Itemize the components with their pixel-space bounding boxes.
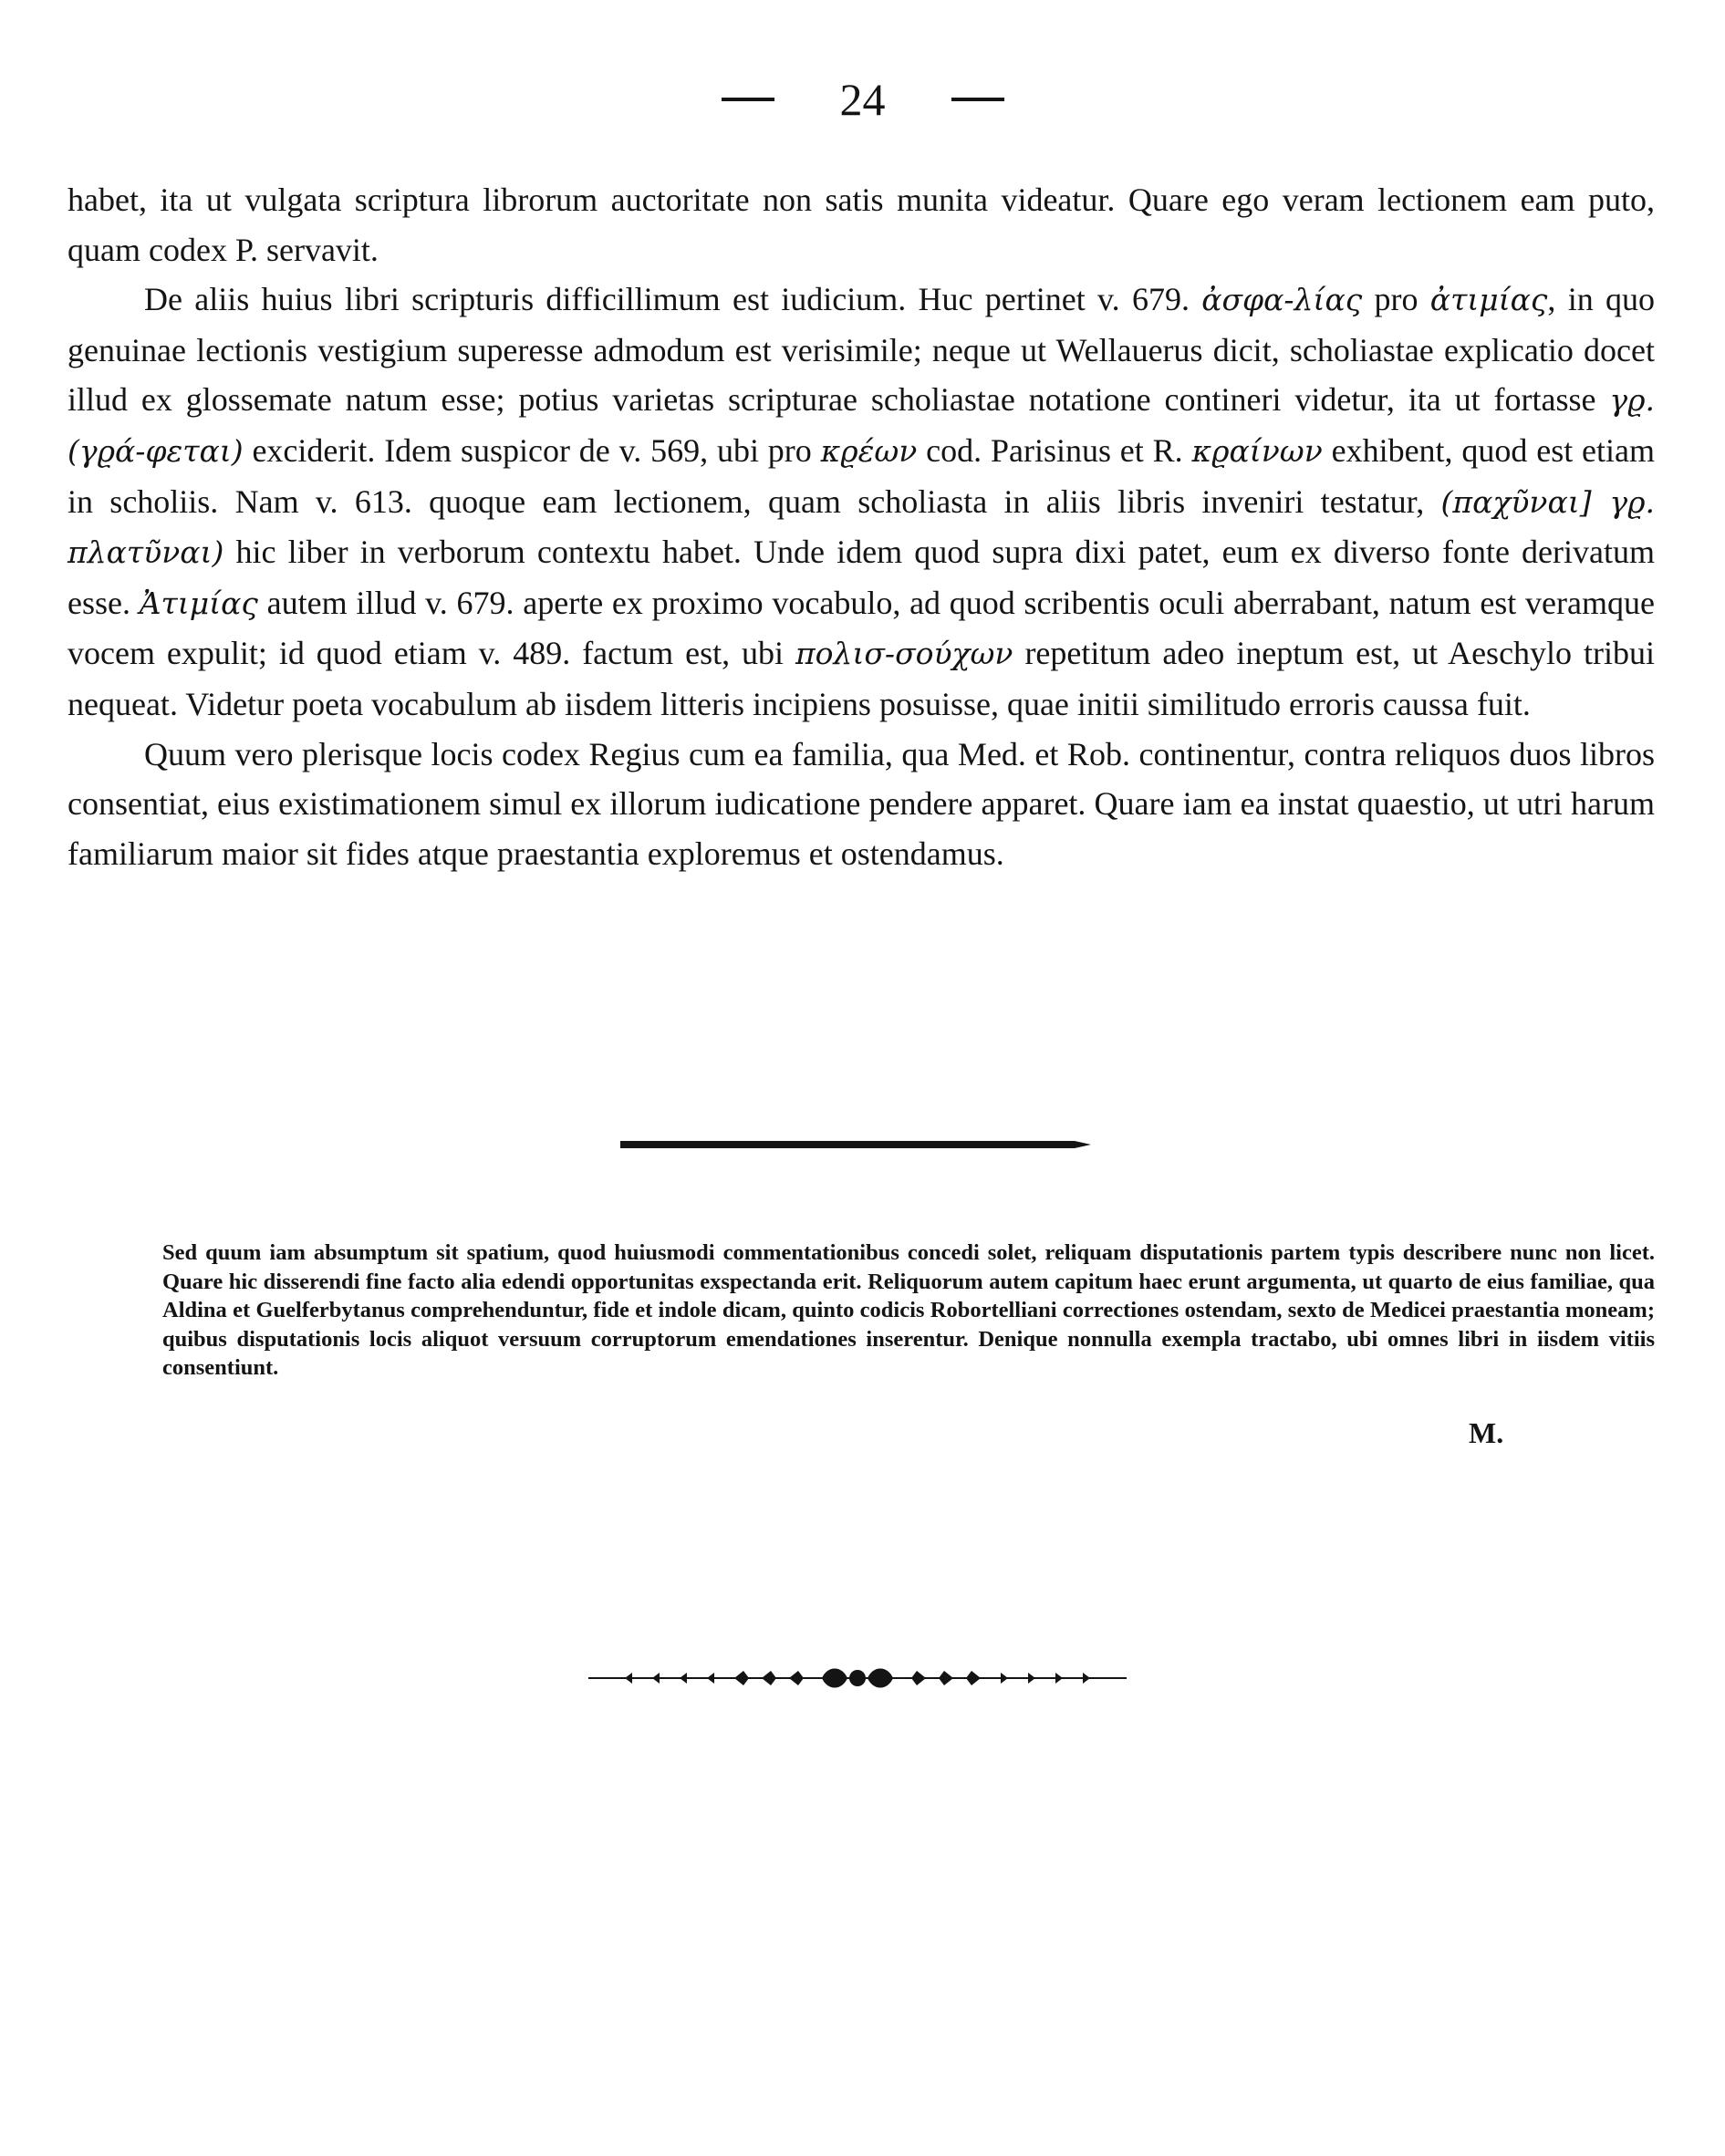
greek-term: (παχῦναι] γϱ. πλατῦναι) (68, 483, 1656, 571)
ornament-divider-icon (588, 1658, 1127, 1698)
greek-term: ἀτιμίας (1429, 282, 1548, 318)
footnote-text: Sed quum iam absumptum sit spatium, quod huiusmodi commentationibus concedi solet, reliquam disputationis partem typis describere nunc non licet. Quare hic disserendi fine facto alia edendi opportunitas exspectanda erit. Reliquorum autem capitum haec erunt argumenta, ut quarto de eius familiae, qua Aldina et Guelferbytanus comprehenduntur, fide et indole dicam, quinto codicis Robortelliani correctiones ostendam, sexto de Medicei praestantia moneam; quibus disputationis locis aliquot versuum corruptorum emendationes inserentur. Denique nonnulla exempla tractabo, ubi omnes libri in iisdem vitiis consentiunt. (162, 1240, 1655, 1380)
author-signature: M. (1469, 1416, 1504, 1449)
greek-term: γϱ. (γϱά-φεται) (68, 382, 1655, 469)
text-run: cod. Parisinus et R. (917, 431, 1192, 469)
text-run: Quum vero plerisque locis codex Regius cum ea familia, qua Med. et Rob. continentur, contra reliquos duos libros consentiat, eius existimationem simul ex illorum iudicatione pendere apparet. Quare iam ea instat quaestio, ut utri harum familiarum maior sit fides atque praestantia exploremus et ostendamus. (68, 735, 1655, 872)
greek-term: ἀσφα-λίας (1201, 282, 1363, 318)
text-run: habet, ita ut vulgata scriptura librorum auctoritate non satis munita videatur. Quare ego veram lectionem eam puto, quam codex P. servavit. (68, 181, 1655, 268)
header-dash-right (951, 98, 1004, 101)
greek-term: κϱαίνων (1191, 432, 1323, 469)
text-run: De aliis huius libri scripturis difficillimum est iudicium. Huc pertinet v. 679. (144, 281, 1202, 318)
text-run: , in quo genuinae lectionis vestigium superesse admodum est verisimile; neque ut Wellauerus dicit, scholiastae explicatio docet illud ex glossemate natum esse; potius varietas scripturae scholiastae notatione contineri videtur, ita ut fortasse (68, 281, 1655, 419)
greek-term: κϱέων (820, 432, 918, 469)
text-run: repetitum adeo ineptum est, ut Aeschylo tribui nequeat. Videtur poeta vocabulum ab iisdem litteris incipiens posuisse, quae initii similitudo erroris caussa fuit. (68, 635, 1655, 722)
page-header (0, 73, 1725, 126)
text-run: autem illud v. 679. aperte ex proximo vocabulo, ad quod scribentis oculi aberrabant, natum est veramque vocem expulit; id quod etiam v. 489. factum est, ubi (68, 584, 1655, 672)
main-text (68, 175, 1655, 878)
text-run: exciderit. Idem suspicor de v. 569, ubi pro (243, 431, 821, 469)
body-paragraph (68, 175, 1655, 275)
text-run: pro (1362, 281, 1430, 318)
greek-term: Ἀτιμίας (139, 585, 258, 621)
header-dash-left (722, 98, 774, 101)
body-paragraph (68, 275, 1655, 729)
section-divider-bar (620, 1140, 1091, 1149)
body-paragraph (68, 730, 1655, 879)
greek-term: πολισ-σούχων (795, 636, 1013, 672)
text-run: hic liber in verborum contextu habet. Unde idem quod supra dixi patet, eum ex diverso fonte derivatum esse. (68, 534, 1655, 621)
text-run: exhibent, quod est etiam in scholiis. Nam v. 613. quoque eam lectionem, quam scholiasta in aliis libris inveniri testatur, (68, 431, 1655, 520)
page-number: 24 (839, 74, 886, 125)
